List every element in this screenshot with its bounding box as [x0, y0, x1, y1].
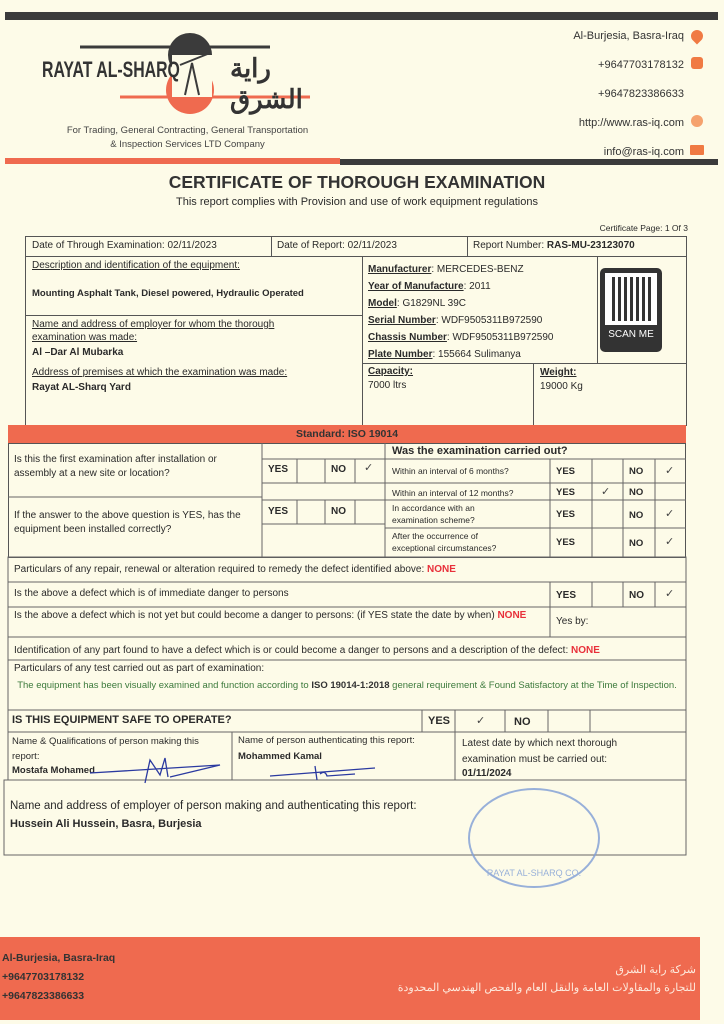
spec-label: Year of Manufacture [368, 281, 464, 292]
certificate-subtitle: This report complies with Provision and use of work equipment regulations [176, 196, 538, 208]
yes-label: YES [268, 464, 289, 475]
certificate-title: CERTIFICATE OF THOROUGH EXAMINATION [168, 172, 546, 192]
yes-label: YES [556, 487, 576, 498]
yes-label: YES [268, 506, 289, 517]
yes-by-label: Yes by: [556, 616, 589, 627]
maker-label: Name & Qualifications of person making this report: [12, 736, 199, 762]
spec-label: Chassis Number [368, 332, 447, 343]
spec-value: G1829NL 39C [402, 298, 467, 309]
no-label: NO [629, 466, 644, 477]
no-label: NO [629, 510, 644, 521]
check-mark[interactable]: ✓ [364, 462, 374, 474]
certificate-page: Certificate Page: 1 Of 3 [599, 223, 688, 233]
contact-email[interactable]: info@ras-iq.com [603, 146, 684, 158]
spec-serial: Serial Number: WDF9505311B972590 [368, 315, 543, 326]
no-label: NO [331, 464, 346, 475]
auth-name: Mohammed Kamal [238, 751, 322, 762]
check-mark[interactable]: ✓ [665, 588, 675, 600]
yes-label: YES [556, 509, 576, 520]
footer-phone-2: +9647823386633 [2, 990, 85, 1002]
spec-value: MERCEDES-BENZ [436, 264, 524, 275]
check-mark[interactable]: ✓ [665, 536, 675, 548]
not-yet-danger-question [14, 609, 534, 622]
spec-value: WDF9505311B972590 [452, 332, 554, 343]
spec-label: Serial Number [368, 315, 436, 326]
weight-value: 19000 Kg [540, 381, 583, 392]
spec-label: Plate Number [368, 349, 433, 360]
premises-label: Address of premises at which the examination was made: [32, 367, 288, 378]
spec-value: WDF9505311B972590 [441, 315, 543, 326]
desc-label: Description and identification of the equipment: [32, 260, 240, 271]
spec-manufacturer: Manufacturer: MERCEDES-BENZ [368, 264, 524, 275]
employer-label: Name and address of employer for whom the thorough examination was made: [32, 319, 275, 343]
footer-contacts [2, 949, 115, 1006]
contact-website[interactable]: http://www.ras-iq.com [578, 117, 684, 129]
carried-out-header: Was the examination carried out? [392, 445, 568, 457]
weight-label: Weight: [540, 367, 577, 378]
spec-plate: Plate Number: 155664 Sulimanya [368, 349, 521, 360]
no-label: NO [331, 506, 346, 517]
contact-phone-1: +9647703178132 [598, 59, 684, 71]
test-text: general requirement & Found Satisfactory at the Time of Inspection. [389, 680, 677, 691]
tagline-line-2: & Inspection Services LTD Company [110, 139, 265, 150]
report-number-value: RAS-MU-23123070 [546, 240, 635, 251]
report-number-label: Report Number: [473, 240, 547, 251]
employer-report-value: Hussein Ali Hussein, Basra, Burjesia [10, 818, 202, 830]
standard-band: Standard: ISO 19014 [8, 425, 686, 443]
yes-label: YES [556, 590, 577, 601]
footer-arabic [398, 961, 696, 997]
tagline-line-1: For Trading, General Contracting, General Transportation [66, 125, 309, 136]
footer-address: Al-Burjesia, Basra-Iraq [2, 952, 116, 964]
carried-6-months: Within an interval of 6 months? [392, 466, 509, 476]
auth-signature-icon [265, 762, 395, 782]
yes-label: YES [428, 715, 451, 727]
identification-label: Identification of any part found to have a defect which is or could become a danger to persons and a description of the defect: [14, 645, 572, 656]
repair-label: Particulars of any repair, renewal or alteration required to remedy the defect identified above: [14, 564, 428, 575]
desc-value: Mounting Asphalt Tank, Diesel powered, Hydraulic Operated [32, 288, 304, 299]
none-value: NONE [571, 645, 600, 656]
logo-text-en: RAYAT AL-SHARQ [42, 57, 180, 82]
spec-model: Model: G1829NL 39C [368, 298, 467, 309]
repair-particulars [14, 564, 456, 575]
check-mark[interactable]: ✓ [665, 465, 675, 477]
yes-label: YES [556, 537, 576, 548]
footer-band [0, 937, 700, 1020]
test-label: Particulars of any test carried out as part of examination: [14, 663, 265, 674]
no-label: NO [629, 538, 644, 549]
safe-question: IS THIS EQUIPMENT SAFE TO OPERATE? [12, 714, 232, 726]
spec-value: 2011 [469, 281, 491, 292]
footer-phone-1: +9647703178132 [2, 971, 85, 983]
none-value: NONE [427, 564, 456, 575]
maker-signature-icon [60, 755, 230, 785]
next-exam-date: 01/11/2024 [462, 768, 512, 779]
employer-value: Al –Dar Al Mubarka [32, 347, 124, 358]
no-label: NO [629, 487, 644, 498]
no-label: NO [629, 590, 644, 601]
spec-year: Year of Manufacture: 2011 [368, 281, 491, 292]
capacity-label: Capacity: [368, 366, 414, 377]
carried-scheme: In accordance with an examination scheme? [392, 503, 475, 525]
yes-label: YES [556, 466, 576, 477]
capacity-value: 7000 ltrs [368, 380, 407, 391]
footer-arabic-desc: للتجارة والمقاولات العامة والنقل العام والفحص الهندسي المحدودة [397, 982, 696, 994]
spec-value: 155664 Sulimanya [438, 349, 521, 360]
question-installed-correctly: If the answer to the above question is YES, has the equipment been installed correctly? [14, 510, 241, 535]
not-yet-label: Is the above a defect which is not yet but could become a danger to persons: (if YES state the date by when) [14, 610, 498, 621]
test-standard: ISO 19014-1:2018 [311, 680, 390, 691]
contact-phone-2: +9647823386633 [598, 88, 684, 100]
check-mark[interactable]: ✓ [665, 508, 675, 520]
test-result [14, 679, 680, 693]
check-mark[interactable]: ✓ [601, 486, 611, 498]
contact-address: Al-Burjesia, Basra-Iraq [573, 30, 684, 42]
no-label: NO [514, 716, 531, 728]
next-exam-label: Latest date by which next thorough examination must be carried out: [462, 738, 618, 765]
auth-label: Name of person authenticating this report: [238, 735, 415, 746]
check-mark[interactable]: ✓ [476, 715, 486, 727]
premises-value: Rayat AL-Sharq Yard [32, 382, 131, 393]
test-text: The equipment has been visually examined and function according to [17, 680, 312, 691]
stamp-text: RAYAT AL-SHARQ CO. [486, 868, 582, 878]
immediate-danger-question: Is the above a defect which is of immediate danger to persons [14, 588, 289, 599]
none-value: NONE [497, 610, 527, 621]
company-stamp [468, 788, 600, 888]
spec-chassis: Chassis Number: WDF9505311B972590 [368, 332, 554, 343]
employer-report-label: Name and address of employer of person making and authenticating this report: [10, 800, 417, 812]
qr-label: SCAN ME [608, 329, 654, 340]
footer-arabic-name: شركة راية الشرق [615, 964, 696, 976]
spec-label: Manufacturer [368, 264, 432, 275]
identification-defect [14, 645, 600, 656]
logo-text-ar: راية الشرق [230, 53, 303, 114]
carried-exceptional: After the occurrence of exceptional circumstances? [392, 531, 497, 553]
report-date: Date of Report: 02/11/2023 [277, 240, 397, 251]
question-first-exam: Is this the first examination after installation or assembly at a new site or location? [14, 454, 217, 479]
exam-date: Date of Through Examination: 02/11/2023 [32, 240, 217, 251]
spec-label: Model [368, 298, 397, 309]
maker-name: Mostafa Mohamed [12, 765, 95, 776]
carried-12-months: Within an interval of 12 months? [392, 488, 514, 498]
